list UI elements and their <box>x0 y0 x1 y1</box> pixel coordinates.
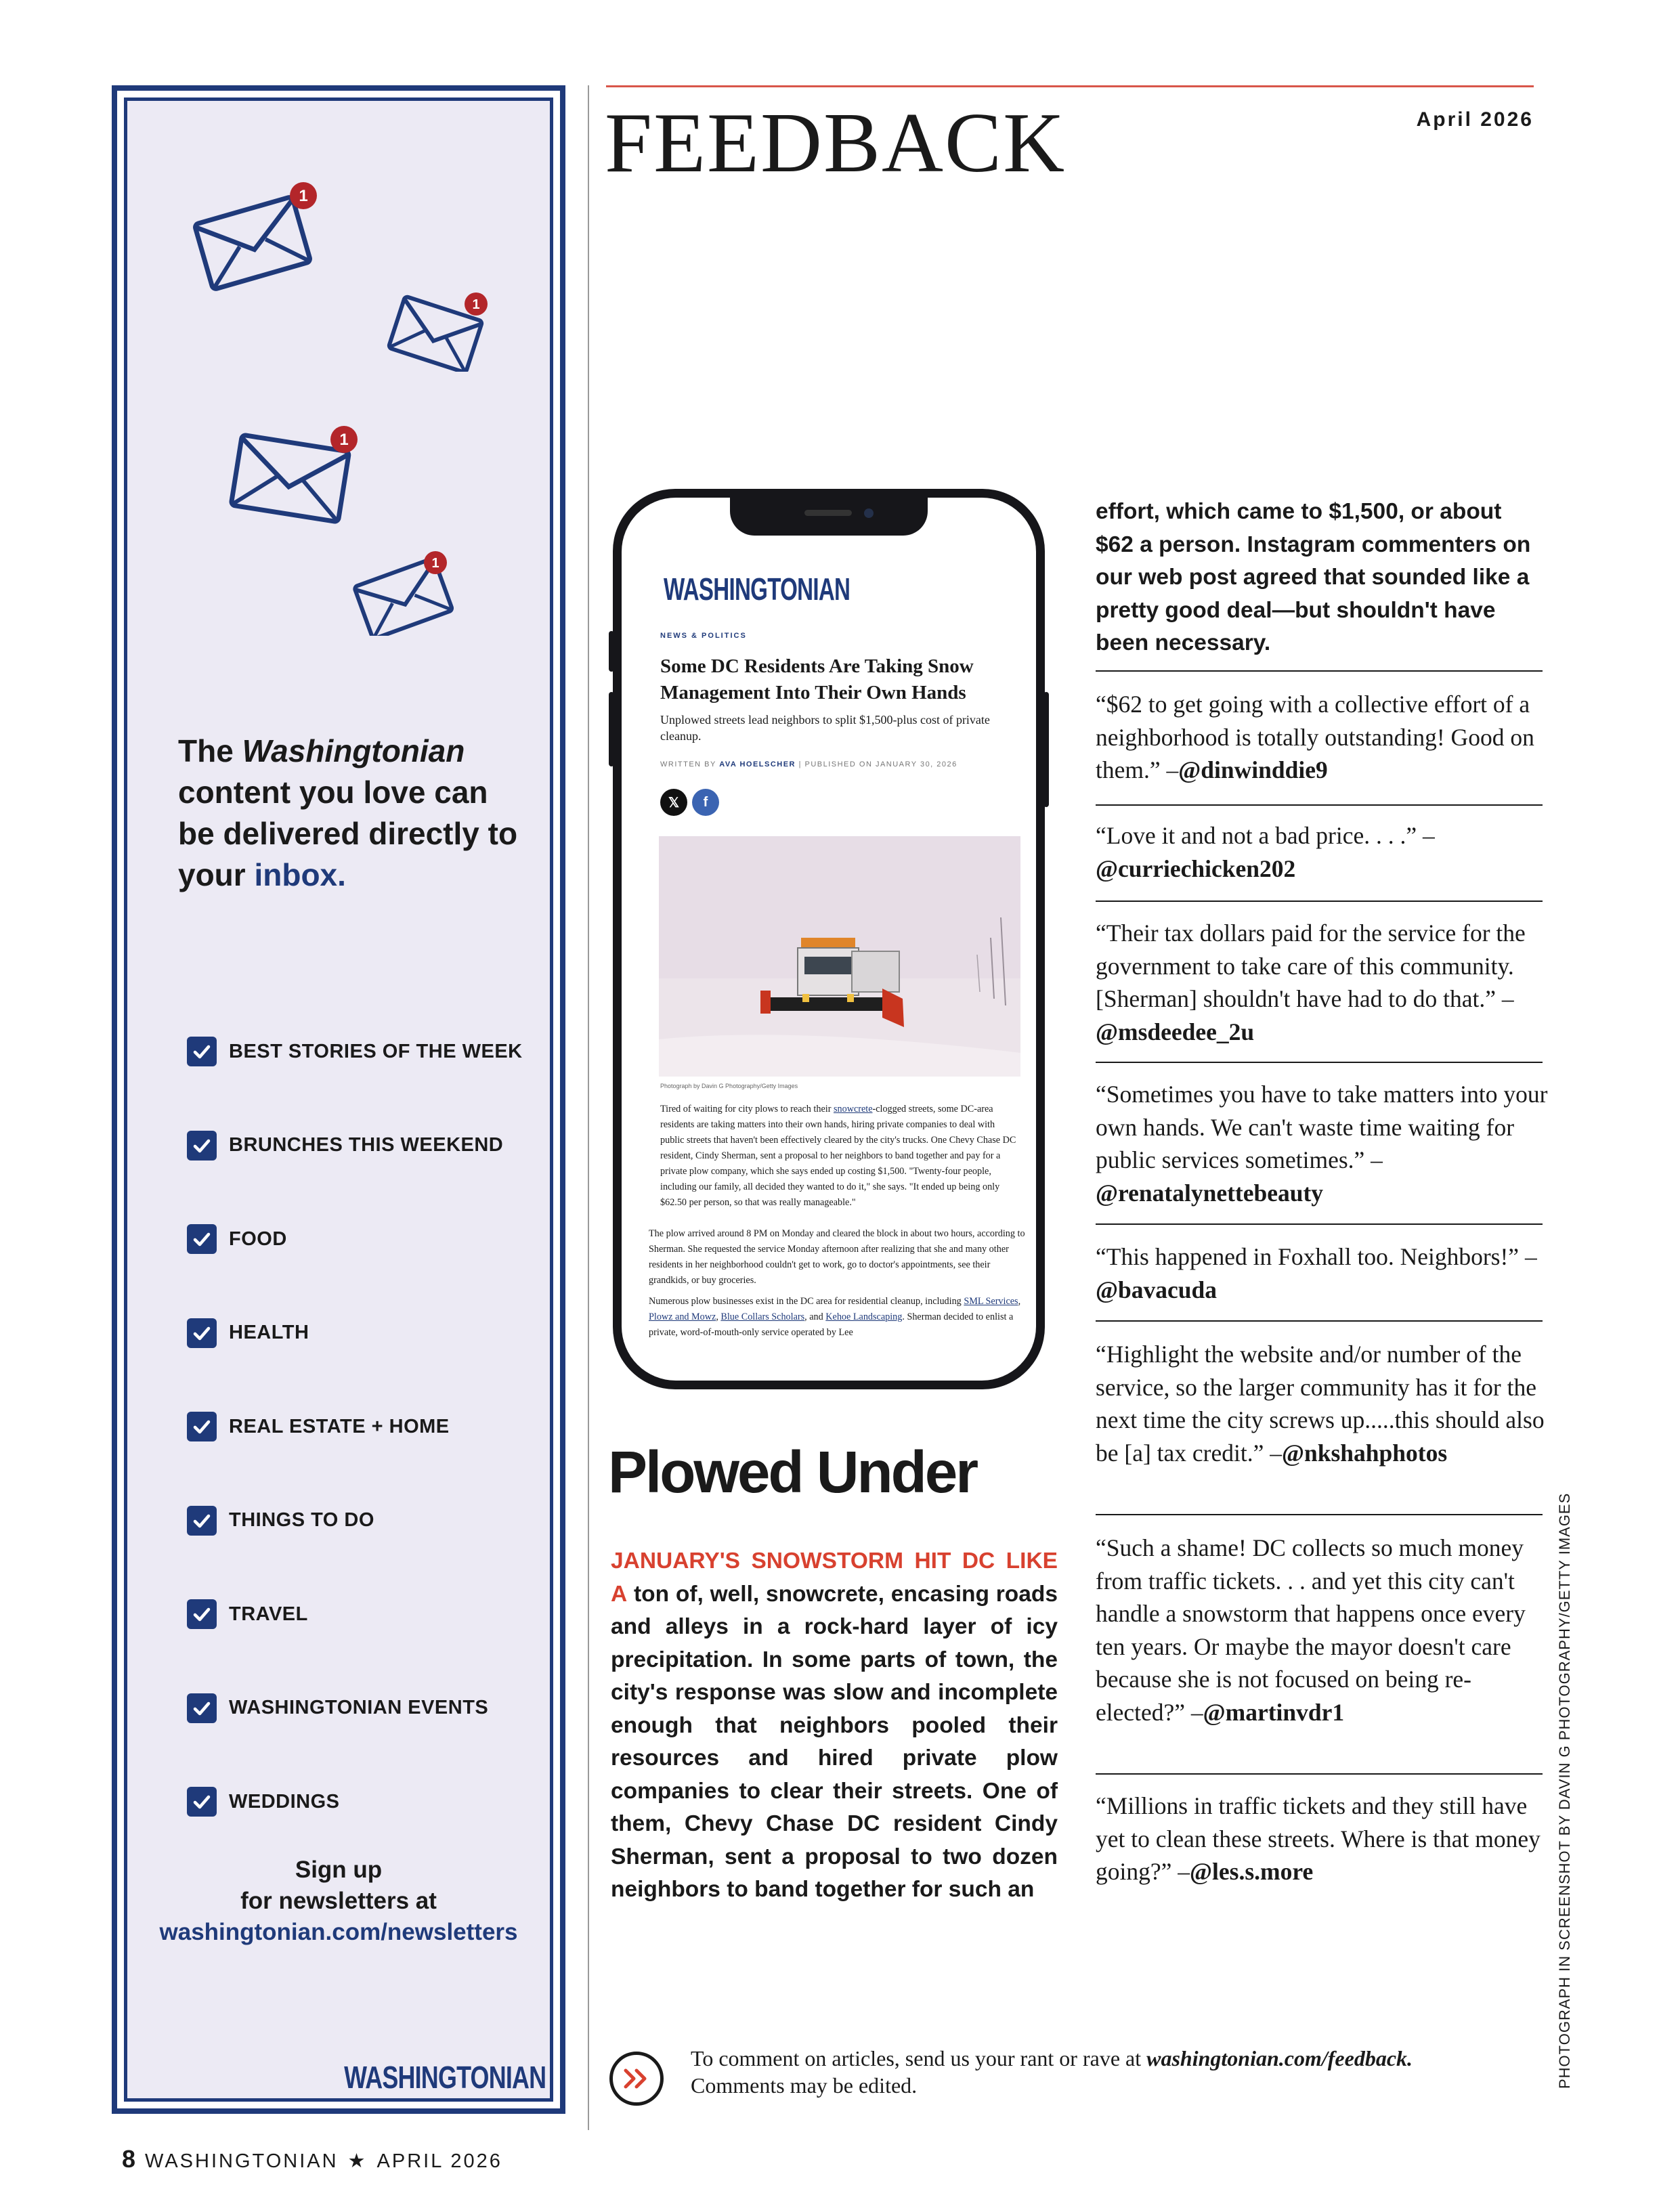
newsletter-promo <box>112 85 565 2114</box>
header-rule <box>606 85 1534 87</box>
folio-publication: WASHINGTONIAN <box>145 2150 339 2172</box>
story-body-text: ton of, well, snowcrete, encasing roads and alleys in a rock-hard layer of icy precipitation. In some parts of town, the city's response was slow and incomplete enough that neighbors pooled their resources and hired private plow companies to clear their streets. One of them, Chevy Chase DC resident Cindy Sherman, sent a proposal to two dozen neighbors to band together for such an <box>611 1581 1058 1902</box>
facebook-share-icon[interactable]: f <box>692 789 719 816</box>
snowplow-photo <box>659 836 1020 1077</box>
reader-comment <box>1096 688 1549 787</box>
paragraph-text: The plow arrived around 8 PM on Monday and cleared the block in about two hours, according to Sherman. She requested the service Monday afternoon after realizing that she and many other residents in her neighborhood couldn't get to work, go to doctor's appointments, see their grandkids, or buy groceries. <box>649 1228 1025 1286</box>
reader-comment <box>1096 819 1549 885</box>
promo-headline-end: inbox. <box>254 857 346 892</box>
page-folio <box>122 2145 502 2173</box>
reader-comment <box>1096 1790 1549 1888</box>
comment-text: “Sometimes you have to take matters into your own hands. We can't waste time waiting for public services sometimes.” – <box>1096 1081 1548 1173</box>
envelope-icon <box>225 412 368 531</box>
paragraph-text: -clogged streets, some DC-area residents are taking matters into their own hands, hiring private companies to deal with public streets that haven't been effectively cleared by the city's trucks. One Chevy Chase DC resident, Cindy Sherman, sent a proposal to her neighbors to band together and pay for a private plow company, which she says ended up costing $1,500. "Twenty-four people, including our family, all decided they wanted to do it," she says. "It ended up being only $62.50 per person, so that was really manageable." <box>660 1104 1016 1208</box>
comment-divider <box>1096 804 1543 806</box>
story-body <box>611 1545 1058 1907</box>
phone-notch <box>730 498 928 536</box>
newsletter-option[interactable] <box>187 1192 566 1286</box>
checkbox-checked-icon[interactable] <box>187 1412 217 1441</box>
comment-text: “Such a shame! DC collects so much money from traffic tickets. . . and yet this city can't handle a snowstorm that happens once every ten years. Or maybe the mayor doesn't care because she is not focused on being re-elected?” – <box>1096 1534 1526 1726</box>
comment-text: “Love it and not a bad price. . . .” – <box>1096 822 1435 849</box>
section-title: FEEDBACK <box>605 96 1067 190</box>
comment-divider <box>1096 1223 1543 1225</box>
article-photo-credit: Photograph by Davin G Photography/Getty Images <box>660 1083 798 1089</box>
checkbox-checked-icon[interactable] <box>187 1037 217 1066</box>
phone-side-button <box>609 692 614 766</box>
checkbox-checked-icon[interactable] <box>187 1131 217 1161</box>
newsletter-option-label: BEST STORIES OF THE WEEK <box>229 1040 523 1062</box>
byline-date: | PUBLISHED ON JANUARY 30, 2026 <box>796 760 957 768</box>
cta-suffix: Comments may be edited. <box>691 2073 918 2098</box>
newsletter-option-label: WASHINGTONIAN EVENTS <box>229 1697 489 1719</box>
envelope-badge: 1 <box>339 431 349 449</box>
phone-side-button <box>609 631 614 672</box>
paragraph-text: , and <box>804 1311 826 1322</box>
newsletter-option[interactable] <box>187 1755 566 1849</box>
promo-headline-brand: Washingtonian <box>242 733 465 768</box>
article-paragraph <box>649 1226 1028 1288</box>
newsletter-option-label: FOOD <box>229 1228 287 1250</box>
byline-author-link[interactable]: AVA HOELSCHER <box>719 760 796 768</box>
comment-handle: @renatalynettebeauty <box>1096 1179 1324 1207</box>
washingtonian-logo: WASHINGTONIAN <box>343 2060 546 2095</box>
newsletter-option-label: BRUNCHES THIS WEEKEND <box>229 1134 504 1156</box>
article-link[interactable]: SML Services <box>964 1296 1018 1307</box>
paragraph-text: Numerous plow businesses exist in the DC area for residential cleanup, including <box>649 1296 964 1307</box>
article-link[interactable]: Plowz and Mowz <box>649 1311 716 1322</box>
column-divider <box>588 85 589 2130</box>
article-site-logo: WASHINGTONIAN <box>664 571 850 607</box>
promo-headline-mid: content you love can be delivered directly to your <box>178 775 518 892</box>
comment-handle: @msdeedee_2u <box>1096 1018 1255 1045</box>
checkbox-checked-icon[interactable] <box>187 1224 217 1254</box>
newsletter-option-label: WEDDINGS <box>229 1790 340 1813</box>
feedback-cta <box>691 2045 1544 2099</box>
checkbox-checked-icon[interactable] <box>187 1318 217 1348</box>
paragraph-text: , <box>1018 1296 1021 1307</box>
signup-line2: for newsletters at <box>240 1888 437 1914</box>
page-number: 8 <box>122 2145 136 2173</box>
article-headline: Some DC Residents Are Taking Snow Management Into Their Own Hands <box>660 655 974 703</box>
phone-camera <box>864 508 874 518</box>
article-paragraph <box>660 1102 1019 1211</box>
comment-handle: @martinvdr1 <box>1203 1698 1345 1726</box>
comment-text: “Millions in traffic tickets and they still have yet to clean these streets. Where is that money going?” – <box>1096 1792 1541 1885</box>
comment-divider <box>1096 670 1543 672</box>
signup-cta <box>127 1855 550 1948</box>
reader-comment <box>1096 1078 1549 1209</box>
story-lead-in: JANUARY'S SNOWSTORM HIT DC LIKE A <box>611 1548 1058 1607</box>
envelope-icon <box>351 541 469 636</box>
promo-headline-prefix: The <box>178 733 242 768</box>
newsletter-promo-inner <box>124 97 553 2102</box>
signup-line1: Sign up <box>295 1857 383 1883</box>
article-section-label[interactable]: NEWS & POLITICS <box>660 632 747 640</box>
article-dek: Unplowed streets lead neighbors to split $1,500-plus cost of private cleanup. <box>660 713 990 743</box>
phone-mockup <box>613 489 1045 1389</box>
phone-screen <box>622 498 1036 1381</box>
folio-issue: APRIL 2026 <box>376 2150 502 2172</box>
x-share-icon[interactable]: 𝕏 <box>660 789 687 816</box>
issue-date: April 2026 <box>1416 108 1534 131</box>
envelope-badge: 1 <box>472 297 480 312</box>
article-link[interactable]: Blue Collars Scholars <box>720 1311 805 1322</box>
newsletter-option[interactable] <box>187 1099 566 1193</box>
newsletter-list <box>187 1005 566 1849</box>
article-link[interactable]: Kehoe Landscaping <box>825 1311 903 1322</box>
checkbox-checked-icon[interactable] <box>187 1787 217 1817</box>
envelope-icon <box>192 179 327 297</box>
article-byline <box>660 760 957 768</box>
comment-handle: @curriechicken202 <box>1096 854 1296 882</box>
chevron-right-icon <box>609 2052 664 2106</box>
comment-divider <box>1096 901 1543 902</box>
newsletter-option[interactable] <box>187 1567 566 1662</box>
comment-divider <box>1096 1062 1543 1063</box>
newsletter-option-label: REAL ESTATE + HOME <box>229 1415 450 1437</box>
envelope-badge: 1 <box>431 556 439 571</box>
newsletter-option[interactable] <box>187 1662 566 1756</box>
comment-divider <box>1096 1514 1543 1515</box>
cta-prefix: To comment on articles, send us your rant or rave at <box>691 2046 1147 2070</box>
signup-url-link[interactable]: washingtonian.com/newsletters <box>159 1919 518 1945</box>
story-continuation: effort, which came to $1,500, or about $62 a person. Instagram commenters on our web post agreed that sounded like a pretty good deal—but shouldn't have been necessary. <box>1096 499 1531 655</box>
star-icon: ★ <box>347 2150 368 2172</box>
feedback-url-link[interactable]: washingtonian.com/feedback. <box>1146 2046 1413 2070</box>
reader-comment <box>1096 1338 1549 1469</box>
comment-handle: @nkshahphotos <box>1281 1439 1448 1467</box>
newsletter-option-label: HEALTH <box>229 1322 309 1344</box>
comment-text: “This happened in Foxhall too. Neighbors!” – <box>1096 1243 1537 1270</box>
reader-comment <box>1096 917 1549 1048</box>
paragraph-text: . Sherman decided to enlist a private, word-of-mouth-only service operated by Lee <box>649 1311 1014 1338</box>
newsletter-option-label: TRAVEL <box>229 1603 308 1625</box>
comment-divider <box>1096 1773 1543 1775</box>
envelope-badge: 1 <box>299 187 308 205</box>
article-link[interactable]: snowcrete <box>833 1104 873 1114</box>
byline-prefix: WRITTEN BY <box>660 760 720 768</box>
comment-text: “$62 to get going with a collective effort of a neighborhood is totally outstanding! Good on them.” – <box>1096 691 1534 783</box>
comment-text: “Their tax dollars paid for the service for the government to take care of this community. [Sherman] shouldn't have had to do that.” – <box>1096 919 1526 1012</box>
newsletter-option[interactable] <box>187 1474 566 1568</box>
paragraph-text: Tired of waiting for city plows to reach their <box>660 1104 834 1114</box>
comment-text: “Highlight the website and/or number of the service, so the larger community has it for the next time the city screws up.....this should also be [a] tax credit.” – <box>1096 1341 1545 1467</box>
newsletter-option[interactable] <box>187 1380 566 1474</box>
comment-divider <box>1096 1320 1543 1322</box>
newsletter-option-label: THINGS TO DO <box>229 1509 374 1532</box>
story-title: Plowed Under <box>608 1439 977 1505</box>
comment-handle: @dinwinddie9 <box>1178 756 1328 783</box>
comment-handle: @bavacuda <box>1096 1276 1218 1303</box>
checkbox-checked-icon[interactable] <box>187 1599 217 1629</box>
reader-comment <box>1096 1240 1549 1306</box>
newsletter-option[interactable] <box>187 1005 566 1099</box>
envelope-icon <box>385 284 500 372</box>
promo-headline <box>178 731 530 896</box>
newsletter-option[interactable] <box>187 1286 566 1381</box>
phone-speaker <box>804 510 852 516</box>
paragraph-text: , <box>716 1311 721 1322</box>
photo-credit: PHOTOGRAPH IN SCREENSHOT BY DAVIN G PHOTOGRAPHY/GETTY IMAGES <box>1556 1492 1573 2089</box>
article-paragraph <box>649 1294 1028 1341</box>
checkbox-checked-icon[interactable] <box>187 1693 217 1723</box>
comment-handle: @les.s.more <box>1190 1858 1314 1885</box>
phone-side-button <box>1043 692 1049 807</box>
reader-comment <box>1096 1532 1549 1729</box>
checkbox-checked-icon[interactable] <box>187 1506 217 1536</box>
